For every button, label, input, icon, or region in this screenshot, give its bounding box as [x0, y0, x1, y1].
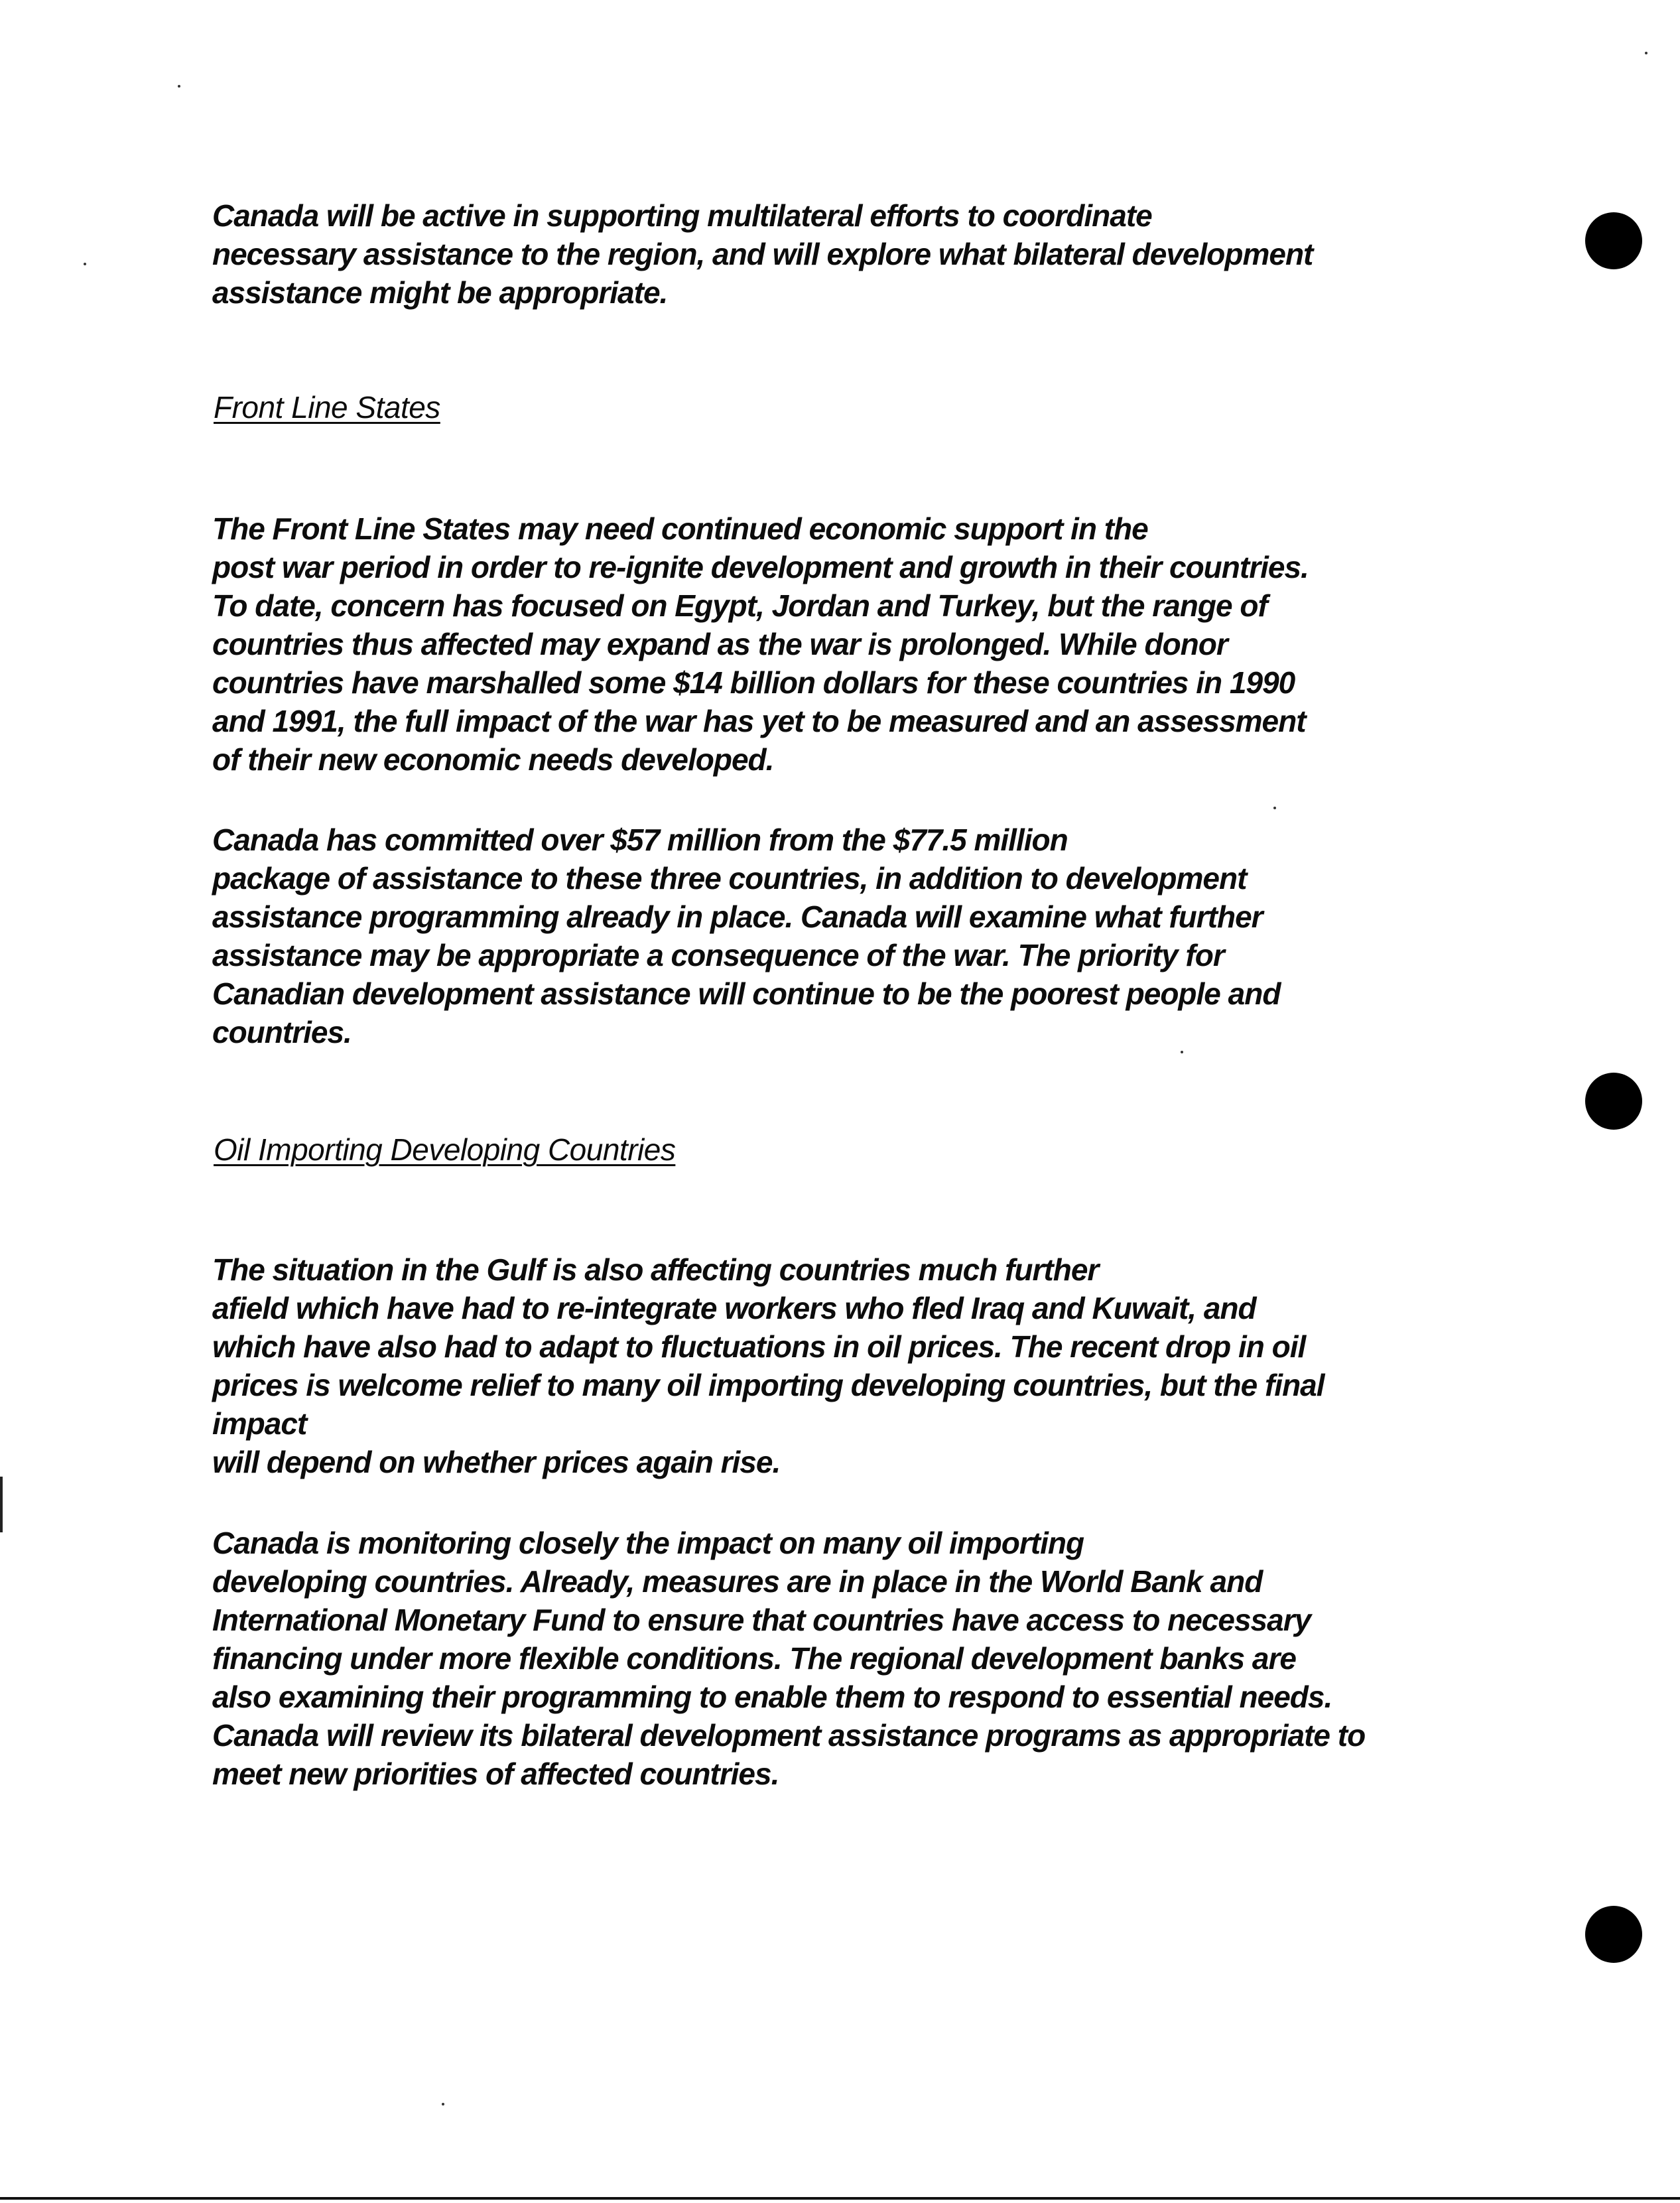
scan-speck [84, 263, 86, 265]
paragraph-multilateral-efforts: Canada will be active in supporting multilateral efforts to coordinate necessary assistance to the region, and will explore what bilateral development assistance might be appropriate. [212, 198, 1313, 310]
paragraph-gulf-situation: The situation in the Gulf is also affecting countries much further afield which have had to re-integrate workers who fled Iraq and Kuwait, and which have also had to adapt to fluctuations in oil prices. The recent drop in oil prices is welcome relief to many oil importing developing countries, but the final impact will depend on whether prices again rise. [212, 1252, 1325, 1479]
binder-hole-top [1585, 212, 1642, 269]
binder-hole-middle [1585, 1073, 1642, 1130]
binder-hole-bottom [1585, 1906, 1642, 1963]
heading-oil-importing-countries: Oil Importing Developing Countries [214, 1132, 676, 1167]
paragraph-front-line-states: The Front Line States may need continued economic support in the post war period in order to re-ignite development and growth in their countries. To date, concern has focused on Egypt, Jordan and Turkey, but the range of countries thus affected may expand as the war is prolonged. While donor countries have marshalled some $14 billion dollars for these countries in 1990 and 1991, the full impact of the war has yet to be measured and an assessment of their new economic needs developed. [212, 511, 1309, 777]
scan-bottom-edge [0, 2197, 1680, 2200]
paragraph-canada-committed: Canada has committed over $57 million from the $77.5 million package of assistance to these three countries, in addition to development assistance programming already in place. Canada will examine what further assistance may be appropriate a consequence of the war. The priority for Canadian development assistance will continue to be the poorest people and countries. [212, 823, 1281, 1049]
scan-speck [178, 85, 180, 88]
scan-speck [1645, 52, 1648, 54]
scan-speck [442, 2103, 444, 2105]
scan-edge-mark [0, 1477, 3, 1532]
scan-speck [1273, 807, 1276, 809]
heading-front-line-states: Front Line States [214, 390, 440, 425]
paragraph-canada-monitoring: Canada is monitoring closely the impact on many oil importing developing countries. Already, measures are in place in the World Bank and International Monetary Fund to ensure that countries have access to necessary financing under more flexible conditions. The regional development banks are also examining their programming to enable them to respond to essential needs. Canada will review its bilateral development assistance programs as appropriate to meet new priorities of affected countries. [212, 1526, 1366, 1791]
scan-speck [1181, 1051, 1183, 1053]
